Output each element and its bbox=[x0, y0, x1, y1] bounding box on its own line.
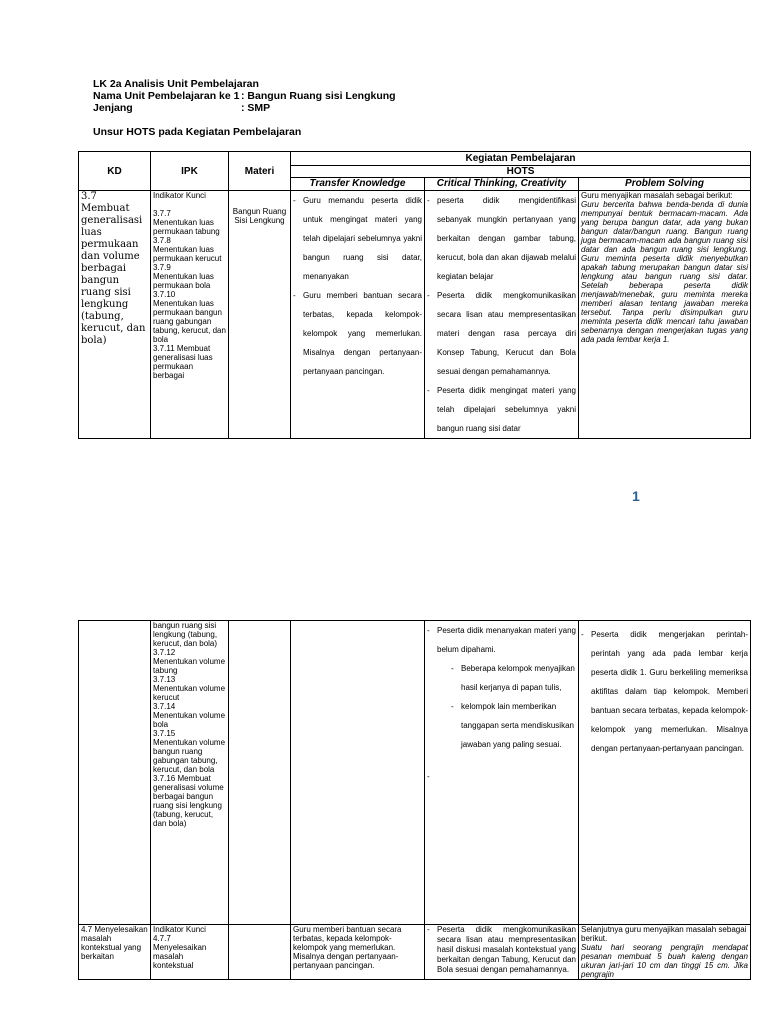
tk-item: - Guru memberi bantuan secara terbatas, kepada kelompok-kelompok yang memerlukan. Misalnya dengan pertanyaan-pertanyaan pancingan. bbox=[293, 286, 422, 381]
ipk-line: 3.7.12 bbox=[153, 648, 176, 657]
materi2-cell-empty bbox=[229, 925, 291, 980]
level-value: : SMP bbox=[241, 102, 271, 114]
hots-table-page1 bbox=[78, 151, 751, 439]
ps-intro: Guru menyajikan masalah sebagai berikut: bbox=[581, 191, 733, 200]
ps2-intro: Selanjutnya guru menyajikan masalah sebagai berikut. bbox=[581, 925, 747, 943]
kd2-text: 4.7 Menyelesaikan masalah kontekstual yang berkaitan bbox=[81, 925, 148, 961]
header-critical-thinking: Critical Thinking, Creativity bbox=[425, 178, 579, 191]
ipk-line: Menentukan volume bola bbox=[153, 711, 226, 729]
ipk-line: Indikator Kunci bbox=[153, 191, 206, 200]
problem-solving-cell bbox=[579, 191, 751, 439]
ipk-line: 4.7.7 bbox=[153, 934, 171, 943]
header-problem-solving: Problem Solving bbox=[579, 178, 751, 191]
ipk-line: Menentukan volume tabung bbox=[153, 657, 226, 675]
transfer-knowledge-cell bbox=[291, 191, 425, 439]
ct-item: - Peserta didik mengingat materi yang telah dipelajari sebelumnya yakni bangun ruang sisi datar bbox=[427, 381, 576, 438]
ipk-line: Indikator Kunci bbox=[153, 925, 206, 934]
worksheet-title: LK 2a Analisis Unit Pembelajaran bbox=[93, 78, 259, 90]
ps-item: - Peserta didik mengerjakan perintah-perintah yang ada pada lembar kerja peserta didik 1. Guru berkeliling memeriksa aktifitas dalam tiap kelompok. Memberi bantuan secara terbatas, kepada kelompok-kelompok yang memerlukan. Misalnya dengan pertanyaan-pertanyaan pancingan. bbox=[581, 625, 748, 758]
unit-label: Nama Unit Pembelajaran ke 1 bbox=[93, 90, 240, 102]
ct-sub-item: - kelompok lain memberikan tanggapan serta mendiskusikan jawaban yang paling sesuai. bbox=[451, 697, 576, 754]
ipk-line: 3.7.7 bbox=[153, 209, 171, 218]
ipk-line: Menentukan luas permukaan kerucut bbox=[153, 245, 222, 263]
section-subtitle: Unsur HOTS pada Kegiatan Pembelajaran bbox=[93, 126, 302, 138]
ct-item: - peserta didik mengidentifikasi sebanyak mungkin pertanyaan yang berkaitan dengan gambar tabung, kerucut, bola dan akan dijawab melalui kegiatan belajar bbox=[427, 191, 576, 286]
ps2-story: Suatu hari seorang pengrajin mendapat pesanan membuat 5 buah kaleng dengan ukuran jari-jari 10 cm dan tinggi 15 cm. Jika pengrajin bbox=[581, 943, 748, 979]
ipk-line: Menentukan luas permukaan bola bbox=[153, 272, 214, 290]
ipk-line: 3.7.16 Membuat generalisasi volume berbagai bangun ruang sisi lengkung (tabung, kerucut, dan bola) bbox=[153, 774, 224, 828]
tk2-text: Guru memberi bantuan secara terbatas, kepada kelompok-kelompok yang memerlukan. Misalnya dengan pertanyaan-pertanyaan pancingan. bbox=[293, 925, 402, 970]
ipk2-cell bbox=[151, 925, 229, 980]
header-hots: HOTS bbox=[291, 166, 751, 178]
ipk-cell bbox=[151, 191, 229, 439]
kd-cell-empty bbox=[79, 621, 151, 925]
ipk-line: Menentukan luas permukaan bangun ruang gabungan tabung, kerucut, dan bola bbox=[153, 299, 226, 344]
ct2-text: - Peserta didik mengkomunikasikan secara lisan atau mempresentasikan hasil diskusi masalah kontekstual yang berkaitan dengan Tabung, Kerucut dan Bola sesuai dengan pemahamannya. bbox=[427, 925, 576, 975]
materi-cell-empty bbox=[229, 621, 291, 925]
ipk-line: 3.7.14 bbox=[153, 702, 176, 711]
level-label: Jenjang bbox=[93, 102, 133, 114]
ipk-line: Menyelesaikan masalah bbox=[153, 943, 207, 961]
tk2-cell bbox=[291, 925, 425, 980]
ct-sub-item: - Beberapa kelompok menyajikan hasil kerjanya di papan tulis, bbox=[451, 659, 576, 697]
ipk-line: 3.7.9 bbox=[153, 263, 171, 272]
document-header bbox=[93, 78, 396, 114]
kd-cell bbox=[79, 191, 151, 439]
unit-row bbox=[93, 90, 396, 102]
ipk-cell-continued bbox=[151, 621, 229, 925]
ipk-line: 3.7.15 bbox=[153, 729, 176, 738]
ipk-line: 3.7.8 bbox=[153, 236, 171, 245]
header-ipk: IPK bbox=[151, 152, 229, 191]
ipk-line: 3.7.13 bbox=[153, 675, 176, 684]
ct-dash: - bbox=[427, 772, 430, 781]
header-kegiatan: Kegiatan Pembelajaran bbox=[291, 152, 751, 166]
ct-item: - Peserta didik mengkomunikasikan secara lisan atau mempresentasikan materi dengan rasa percaya diri Konsep Tabung, Kerucut dan Bola sesuai dengan pemahamannya. bbox=[427, 286, 576, 381]
ps-story: Guru bercerita bahwa benda-benda di dunia mempunyai bentuk bermacam-macam. Ada yang berupa bangun datar, ada yang bukan bangun datar/bangun ruang. Bangun ruang juga bermacam-macam ada bangun ruang sisi datar dan ada bangun ruang sisi lengkung. Guru meminta peserta didik menyebutkan apakah tabung merupakan bangun datar sisi lengkung atau bangun ruang sisi datar. Setelah beberapa peserta didik menjawab/menebak, guru meminta mereka memberi alasan tentang jawaban mereka tersebut. Tanpa perlu disimpulkan guru meminta peserta didik mencari tahu jawaban sebenarnya dengan mengerjakan tugas yang ada pada lembar kerja 1. bbox=[581, 200, 749, 344]
kd-number: 3.7 bbox=[81, 191, 97, 202]
ipk-line: Menentukan luas permukaan tabung bbox=[153, 218, 220, 236]
ipk-line: Menentukan volume kerucut bbox=[153, 684, 226, 702]
ct-item: - Peserta didik menanyakan materi yang belum dipahami. bbox=[427, 621, 576, 659]
critical-thinking-cell-continued bbox=[425, 621, 579, 925]
problem-solving-cell-continued bbox=[579, 621, 751, 925]
page-number: 1 bbox=[632, 488, 640, 504]
critical-thinking-cell bbox=[425, 191, 579, 439]
unit-value: : Bangun Ruang sisi Lengkung bbox=[241, 90, 396, 102]
level-row bbox=[93, 102, 396, 114]
tk-item: - Guru memandu peserta didik untuk mengingat materi yang telah dipelajari sebelumnya yakni bangun ruang sisi datar, menanyakan bbox=[293, 191, 422, 286]
materi-text: Bangun Ruang Sisi Lengkung bbox=[232, 207, 287, 225]
hots-table-page2 bbox=[78, 620, 751, 980]
ipk-line: Menentukan volume bangun ruang gabungan tabung, kerucut, dan bola bbox=[153, 738, 226, 774]
header-materi: Materi bbox=[229, 152, 291, 191]
kd-text: Membuat generalisasi luas permukaan dan volume berbagai bangun ruang sisi lengkung (tabung, kerucut, dan bola) bbox=[81, 203, 146, 346]
ipk-line: 3.7.10 bbox=[153, 290, 176, 299]
header-kd: KD bbox=[79, 152, 151, 191]
ps2-cell bbox=[579, 925, 751, 980]
ipk-line: 3.7.11 Membuat generalisasi luas permukaan berbagai bbox=[153, 344, 213, 380]
transfer-knowledge-cell-empty bbox=[291, 621, 425, 925]
ipk-line: kontekstual bbox=[153, 961, 194, 970]
ct2-cell bbox=[425, 925, 579, 980]
ipk-line: bangun ruang sisi lengkung (tabung, kerucut, dan bola) bbox=[153, 621, 218, 648]
header-transfer-knowledge: Transfer Knowledge bbox=[291, 178, 425, 191]
materi-cell bbox=[229, 191, 291, 439]
kd2-cell bbox=[79, 925, 151, 980]
